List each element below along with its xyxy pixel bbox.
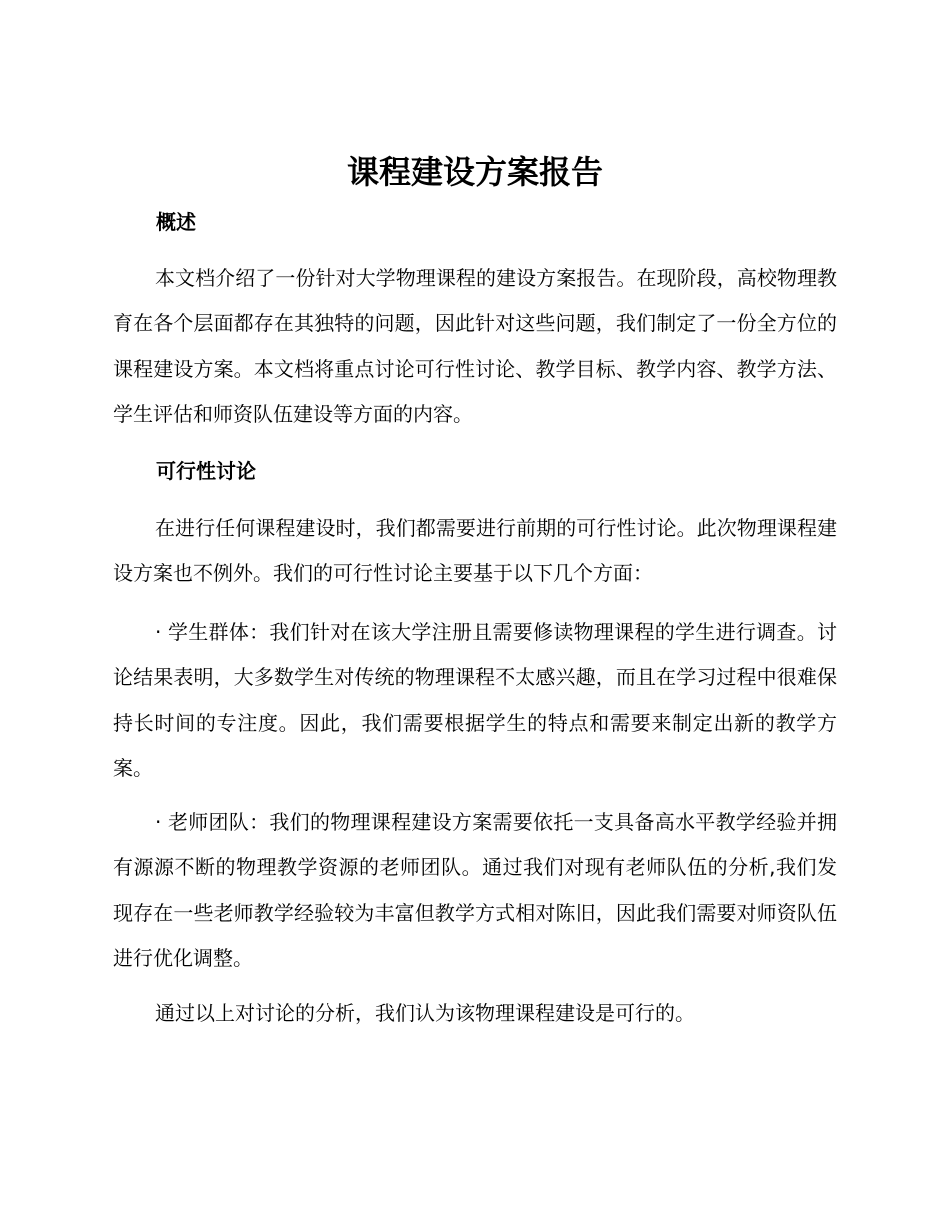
section-heading-overview: 概述 [156, 210, 196, 234]
feasibility-conclusion: 通过以上对讨论的分析，我们认为该物理课程建设是可行的。 [155, 1001, 695, 1025]
feasibility-intro-paragraph: 在进行任何课程建设时，我们都需要进行前期的可行性讨论。此次物理课程建设方案也不例外。我们的可行性讨论主要基于以下几个方面： [113, 516, 837, 586]
overview-paragraph: 本文档介绍了一份针对大学物理课程的建设方案报告。在现阶段，高校物理教育在各个层面都存在其独特的问题，因此针对这些问题，我们制定了一份全方位的课程建设方案。本文档将重点讨论可行性讨论、教学目标、教学内容、教学方法、学生评估和师资队伍建设等方面的内容。 [113, 266, 837, 426]
bullet-teacher-team: · 老师团队：我们的物理课程建设方案需要依托一支具备高水平教学经验并拥有源源不断的物理教学资源的老师团队。通过我们对现有老师队伍的分析,我们发现存在一些老师教学经验较为丰富但教学方式相对陈旧，因此我们需要对师资队伍进行优化调整。 [113, 810, 837, 970]
document-title: 课程建设方案报告 [346, 153, 603, 191]
bullet-student-group: · 学生群体：我们针对在该大学注册且需要修读物理课程的学生进行调查。讨论结果表明，大多数学生对传统的物理课程不太感兴趣，而且在学习过程中很难保持长时间的专注度。因此，我们需要根据学生的特点和需要来制定出新的教学方案。 [113, 620, 837, 780]
section-heading-feasibility: 可行性讨论 [156, 459, 256, 483]
